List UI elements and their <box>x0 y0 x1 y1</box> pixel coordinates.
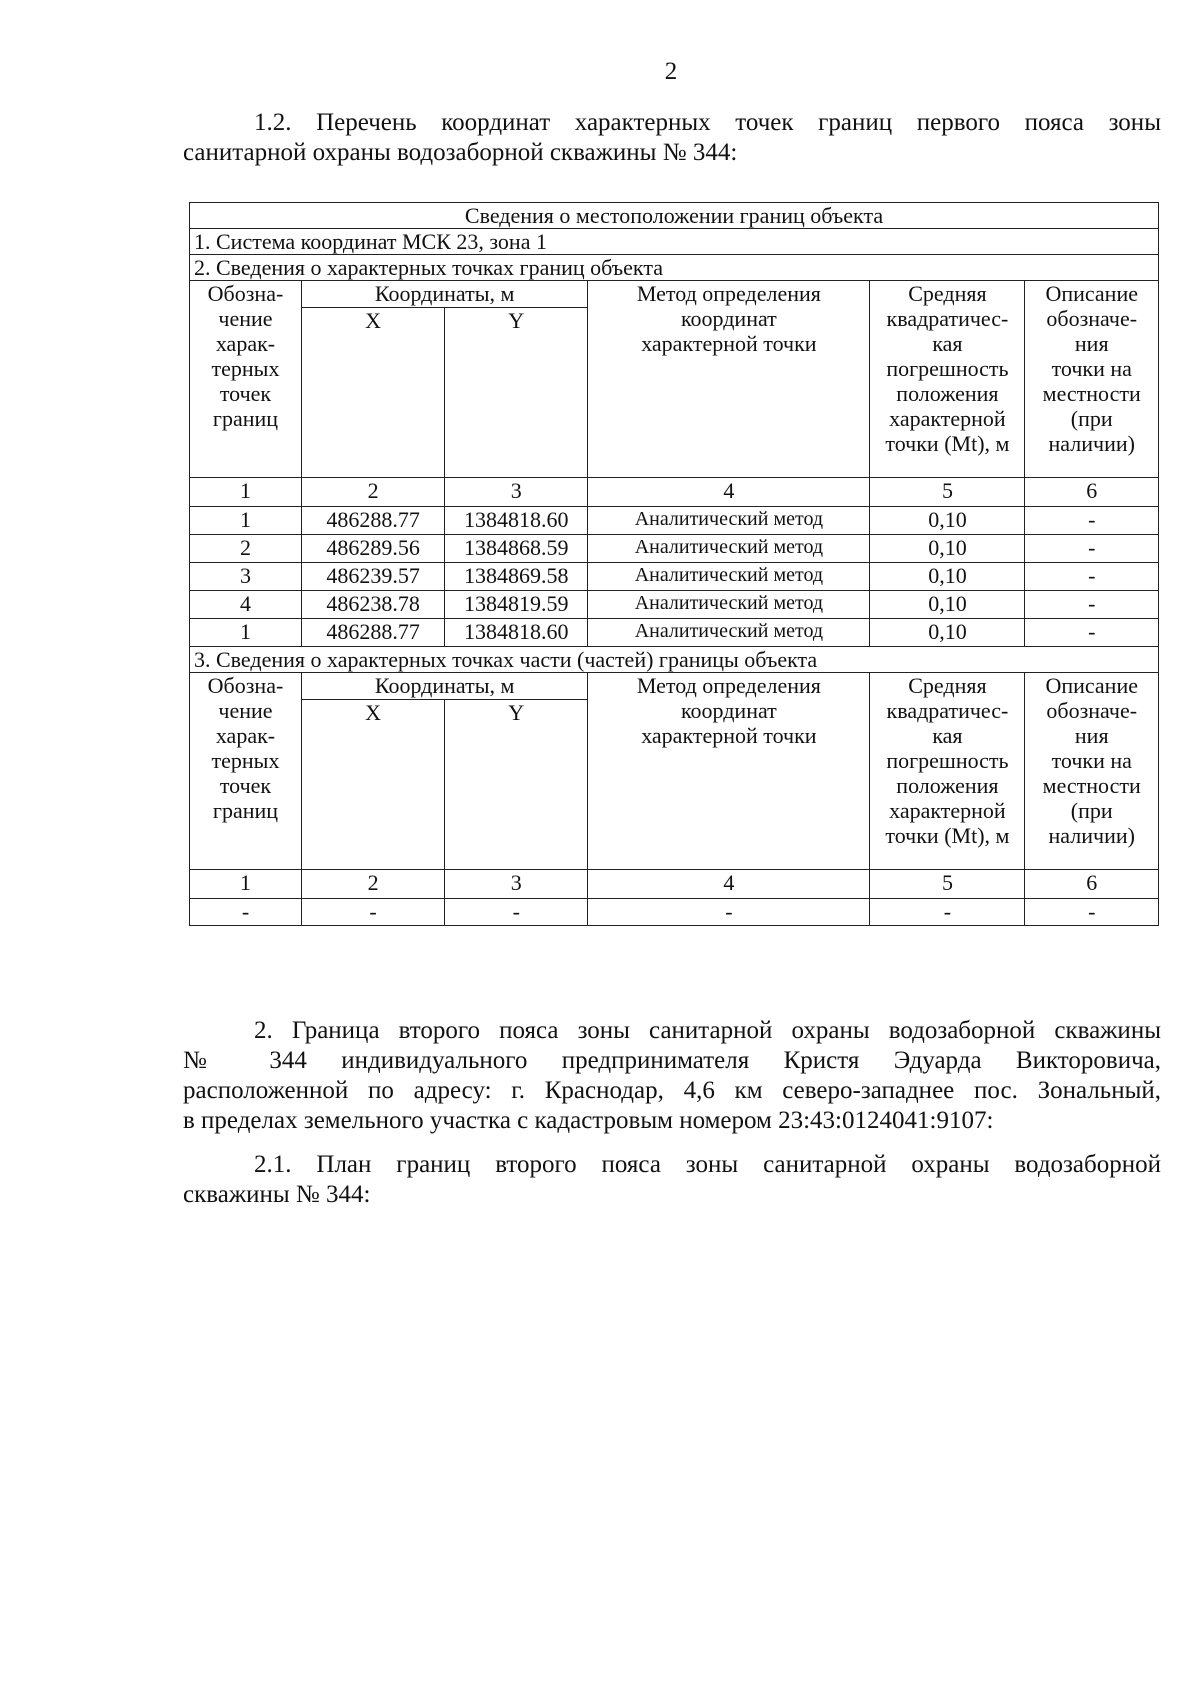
col-number: 3 <box>445 870 588 899</box>
x-value: 486289.56 <box>301 535 444 563</box>
col-number: 5 <box>870 870 1025 899</box>
header-y: Y <box>445 700 588 870</box>
header-designation: Обозна- чение харак- терных точек границ <box>190 281 302 478</box>
header-method: Метод определения координат характерной точки <box>588 281 870 478</box>
col-number: 4 <box>588 870 870 899</box>
section-1-2-line: санитарной охраны водозаборной скважины № 344: <box>183 139 738 166</box>
table-row <box>190 899 1159 926</box>
section-1-2-paragraph <box>183 108 1161 168</box>
y-value: 1384819.59 <box>445 591 588 619</box>
header-row <box>190 673 1159 700</box>
col-number: 5 <box>870 478 1025 507</box>
header-coords: Координаты, м <box>301 673 587 700</box>
description-value: - <box>1025 619 1159 647</box>
description-value: - <box>1025 507 1159 535</box>
method-value: Аналитический метод <box>588 507 870 535</box>
empty-cell: - <box>190 899 302 926</box>
y-value: 1384818.60 <box>445 507 588 535</box>
section-2-1-line: скважины № 344: <box>183 1181 371 1208</box>
method-value: Аналитический метод <box>588 619 870 647</box>
part3-title: 3. Сведения о характерных точках части (частей) границы объекта <box>190 647 1159 673</box>
table-row <box>190 507 1159 535</box>
column-numbers-row <box>190 870 1159 899</box>
col-number: 4 <box>588 478 870 507</box>
mt-value: 0,10 <box>870 619 1025 647</box>
page-number: 2 <box>664 58 678 85</box>
mt-value: 0,10 <box>870 591 1025 619</box>
part3-title-row <box>190 647 1159 673</box>
y-value: 1384868.59 <box>445 535 588 563</box>
header-method: Метод определения координат характерной точки <box>588 673 870 870</box>
method-value: Аналитический метод <box>588 591 870 619</box>
header-y: Y <box>445 308 588 478</box>
x-value: 486239.57 <box>301 563 444 591</box>
coord-system: 1. Система координат МСК 23, зона 1 <box>190 229 1159 255</box>
mt-value: 0,10 <box>870 535 1025 563</box>
description-value: - <box>1025 563 1159 591</box>
empty-cell: - <box>301 899 444 926</box>
section-2-line: расположенной по адресу: г. Краснодар, 4,6 км северо-западнее пос. Зональный, <box>183 1077 1161 1104</box>
y-value: 1384869.58 <box>445 563 588 591</box>
section-2-line: № 344 индивидуального предпринимателя Кристя Эдуарда Викторовича, <box>183 1047 1161 1074</box>
col-number: 1 <box>190 870 302 899</box>
section-1-2-line: 1.2. Перечень координат характерных точек границ первого пояса зоны <box>254 109 1161 136</box>
header-x: X <box>301 700 444 870</box>
empty-cell: - <box>1025 899 1159 926</box>
table-title-row <box>190 203 1159 229</box>
x-value: 486288.77 <box>301 619 444 647</box>
header-error: Средняя квадратичес- кая погрешность положения характерной точки (Mt), м <box>870 673 1025 870</box>
point-number: 3 <box>190 563 302 591</box>
table-row <box>190 591 1159 619</box>
col-number: 6 <box>1025 870 1159 899</box>
header-description: Описание обозначе- ния точки на местности (при наличии) <box>1025 673 1159 870</box>
header-description: Описание обозначе- ния точки на местности (при наличии) <box>1025 281 1159 478</box>
table-row <box>190 535 1159 563</box>
point-number: 4 <box>190 591 302 619</box>
header-designation: Обозна- чение харак- терных точек границ <box>190 673 302 870</box>
description-value: - <box>1025 535 1159 563</box>
table-row <box>190 619 1159 647</box>
header-error: Средняя квадратичес- кая погрешность положения характерной точки (Mt), м <box>870 281 1025 478</box>
y-value: 1384818.60 <box>445 619 588 647</box>
method-value: Аналитический метод <box>588 563 870 591</box>
empty-cell: - <box>588 899 870 926</box>
section-2-1-line: 2.1. План границ второго пояса зоны санитарной охраны водозаборной <box>254 1151 1161 1178</box>
x-value: 486238.78 <box>301 591 444 619</box>
col-number: 2 <box>301 478 444 507</box>
section-2-paragraph <box>183 1016 1161 1136</box>
point-number: 2 <box>190 535 302 563</box>
col-number: 6 <box>1025 478 1159 507</box>
col-number: 1 <box>190 478 302 507</box>
section-2-line: в пределах земельного участка с кадастровым номером 23:43:0124041:9107: <box>183 1107 994 1134</box>
header-row <box>190 281 1159 308</box>
header-x: X <box>301 308 444 478</box>
col-number: 2 <box>301 870 444 899</box>
section-2-1-paragraph <box>183 1150 1161 1210</box>
point-number: 1 <box>190 507 302 535</box>
header-coords: Координаты, м <box>301 281 587 308</box>
column-numbers-row <box>190 478 1159 507</box>
mt-value: 0,10 <box>870 507 1025 535</box>
point-number: 1 <box>190 619 302 647</box>
table-row <box>190 563 1159 591</box>
empty-cell: - <box>445 899 588 926</box>
coord-system-row <box>190 229 1159 255</box>
mt-value: 0,10 <box>870 563 1025 591</box>
section-2-line: 2. Граница второго пояса зоны санитарной охраны водозаборной скважины <box>254 1017 1161 1044</box>
empty-cell: - <box>870 899 1025 926</box>
x-value: 486288.77 <box>301 507 444 535</box>
part2-title: 2. Сведения о характерных точках границ объекта <box>190 255 1159 281</box>
description-value: - <box>1025 591 1159 619</box>
boundary-coordinates-table <box>189 202 1159 926</box>
col-number: 3 <box>445 478 588 507</box>
table-title: Сведения о местоположении границ объекта <box>190 203 1159 229</box>
method-value: Аналитический метод <box>588 535 870 563</box>
part2-title-row <box>190 255 1159 281</box>
